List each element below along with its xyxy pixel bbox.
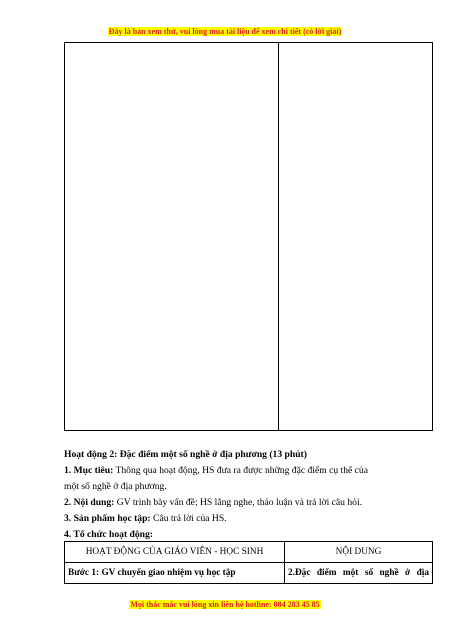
objective-text: Thông qua hoạt động, HS đưa ra được những đặc điểm cụ thể của [113, 465, 368, 476]
preview-banner [0, 27, 450, 36]
table-header-row [65, 542, 433, 563]
header-content: NỘI DUNG [285, 542, 433, 563]
hotline-banner [0, 600, 450, 609]
step-1-cell: Bước 1: GV chuyển giao nhiệm vụ học tập [65, 563, 285, 584]
objective-line-2: một số nghề ở địa phương. [64, 481, 167, 492]
content-cell: 2.Đặc điểm một số nghề ở địa [285, 563, 433, 584]
objective-label: 1. Mục tiêu: [64, 465, 114, 476]
table-row [65, 563, 433, 584]
preview-banner-text: Đây là bản xem thử, vui lòng mua tài liệu để xem chi tiết (có lời giải) [108, 27, 342, 36]
activity-heading: Hoạt động 2: Đặc điểm một số nghề ở địa phương (13 phút) [64, 449, 307, 460]
header-teacher-student: HOẠT ĐỘNG CỦA GIÁO VIÊN - HỌC SINH [65, 542, 285, 563]
hotline-banner-text: Mọi thắc mắc vui lòng xin liên hệ hotline: 084 283 45 85 [130, 600, 320, 609]
product-line [64, 511, 434, 527]
empty-table-frame [64, 42, 433, 431]
product-text: Câu trả lời của HS. [150, 513, 227, 524]
content-label: 2. Nội dung: [64, 497, 115, 508]
product-label: 3. Sản phẩm học tập: [64, 513, 151, 524]
objective-line [64, 463, 434, 479]
activity-section [64, 447, 434, 543]
table-column-divider [278, 42, 279, 431]
content-line [64, 495, 434, 511]
content-text: GV trình bày vấn đề; HS lắng nghe, thảo luận và trả lời câu hỏi. [114, 497, 363, 508]
organize-label: 4. Tổ chức hoạt động: [64, 529, 154, 540]
lesson-plan-table [64, 541, 433, 584]
